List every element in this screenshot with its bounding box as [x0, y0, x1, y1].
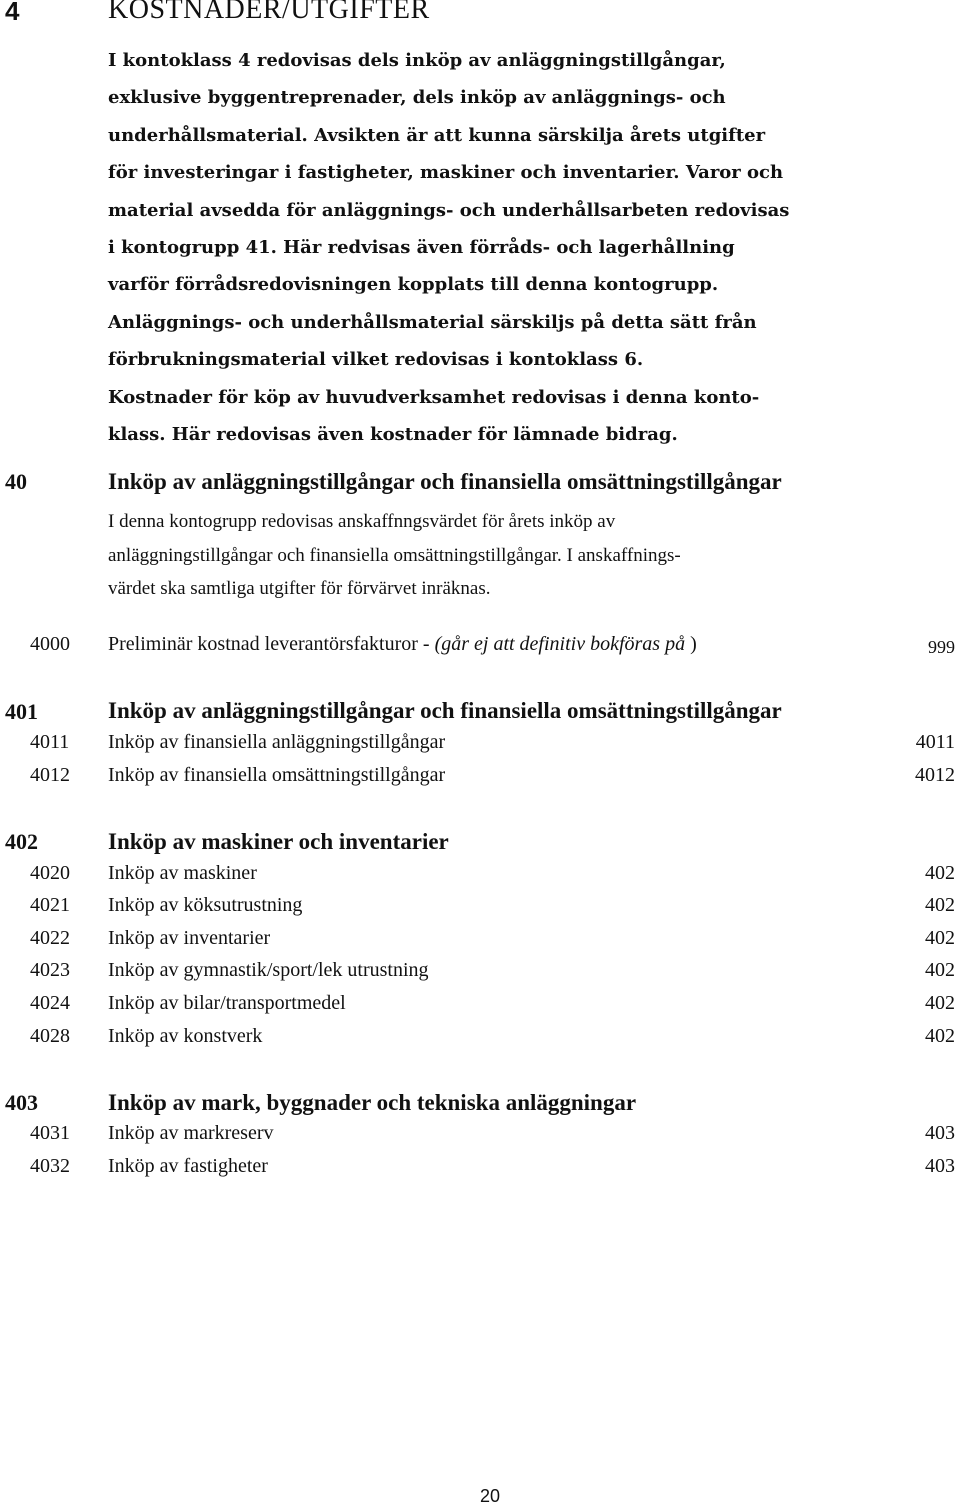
group-title: Inköp av anläggningstillgångar och finansiella omsättningstillgångar	[108, 698, 782, 723]
description-line: värdet ska samtliga utgifter för förvärvet inräknas.	[108, 578, 491, 599]
account-row	[0, 764, 960, 797]
account-row	[0, 1122, 960, 1155]
account-row	[0, 959, 960, 992]
group-title: Inköp av maskiner och inventarier	[108, 829, 449, 854]
account-row	[0, 633, 960, 666]
account-label: Inköp av bilar/transportmedel	[108, 992, 346, 1014]
chapter-intro	[108, 42, 808, 453]
account-ref: 402	[925, 959, 955, 981]
account-code: 4020	[30, 862, 70, 884]
account-label-close: )	[685, 633, 697, 655]
description-line: anläggningstillgångar och finansiella omsättningstillgångar. I anskaffnings-	[108, 544, 681, 566]
account-row	[0, 894, 960, 927]
account-ref: 403	[925, 1155, 955, 1177]
chapter-title: KOSTNADER/UTGIFTER	[108, 0, 430, 25]
account-ref: 403	[925, 1122, 955, 1144]
group-title: Inköp av anläggningstillgångar och finansiella omsättningstillgångar	[108, 469, 782, 494]
account-code: 4000	[30, 633, 70, 655]
account-label: Inköp av inventarier	[108, 927, 271, 949]
account-label: Inköp av finansiella anläggningstillgångar	[108, 731, 446, 753]
account-code: 4032	[30, 1155, 70, 1177]
account-code: 4031	[30, 1122, 70, 1144]
account-code: 4028	[30, 1025, 70, 1047]
intro-line: i kontogrupp 41. Här redvisas även förråds- och lagerhållning	[108, 236, 735, 258]
account-code: 4024	[30, 992, 70, 1014]
intro-line: för investeringar i fastigheter, maskiner och inventarier. Varor och	[108, 162, 784, 184]
account-code: 4021	[30, 894, 70, 916]
account-label: Inköp av markreserv	[108, 1122, 274, 1144]
account-code: 4011	[30, 731, 70, 753]
intro-line: klass. Här redovisas även kostnader för lämnade bidrag.	[108, 423, 678, 445]
account-label-note: (går ej att definitiv bokföras på	[434, 633, 686, 655]
page-number: 20	[480, 1486, 501, 1506]
group-code: 40	[5, 469, 27, 494]
group-description	[108, 505, 681, 606]
account-ref: 402	[925, 894, 955, 916]
group-title: Inköp av mark, byggnader och tekniska anläggningar	[108, 1090, 637, 1115]
account-ref: 402	[925, 927, 955, 949]
account-row	[0, 992, 960, 1025]
intro-line: underhållsmaterial. Avsikten är att kunna särskilja årets utgifter	[108, 124, 766, 146]
account-ref: 402	[925, 862, 955, 884]
chapter-number: 4	[5, 0, 20, 26]
intro-line: Kostnader för köp av huvudverksamhet redovisas i denna konto-	[108, 386, 760, 408]
account-label: Inköp av gymnastik/sport/lek utrustning	[108, 959, 429, 981]
account-ref: 402	[925, 1025, 955, 1047]
account-ref: 402	[925, 992, 955, 1014]
group-code: 403	[5, 1090, 38, 1115]
description-line: I denna kontogrupp redovisas anskaffnngsvärdet för årets inköp av	[108, 511, 616, 532]
account-label	[108, 633, 697, 656]
intro-line: exklusive byggentreprenader, dels inköp av anläggnings- och	[108, 87, 726, 109]
intro-line: Anläggnings- och underhållsmaterial särskiljs på detta sätt från	[108, 311, 757, 333]
account-label: Inköp av fastigheter	[108, 1155, 268, 1177]
account-row	[0, 1025, 960, 1058]
account-ref: 999	[928, 637, 955, 657]
account-label: Inköp av finansiella omsättningstillgångar	[108, 764, 446, 786]
account-code: 4023	[30, 959, 70, 981]
intro-line: I kontoklass 4 redovisas dels inköp av anläggningstillgångar,	[108, 50, 726, 71]
account-label: Inköp av maskiner	[108, 862, 257, 884]
account-label: Inköp av konstverk	[108, 1025, 263, 1047]
intro-line: material avsedda för anläggnings- och underhållsarbeten redovisas	[108, 199, 790, 221]
account-label: Inköp av köksutrustning	[108, 894, 303, 916]
account-row	[0, 927, 960, 960]
account-row	[0, 731, 960, 764]
account-code: 4012	[30, 764, 70, 786]
account-ref: 4011	[915, 731, 955, 753]
account-label-text: Preliminär kostnad leverantörsfakturor -	[108, 633, 435, 655]
intro-line: förbrukningsmaterial vilket redovisas i kontoklass 6.	[108, 349, 644, 371]
intro-line: varför förrådsredovisningen kopplats till denna kontogrupp.	[108, 274, 719, 296]
account-code: 4022	[30, 927, 70, 949]
account-row	[0, 1155, 960, 1188]
group-code: 401	[5, 699, 38, 724]
group-code: 402	[5, 829, 38, 854]
account-ref: 4012	[915, 764, 955, 786]
account-row	[0, 862, 960, 895]
